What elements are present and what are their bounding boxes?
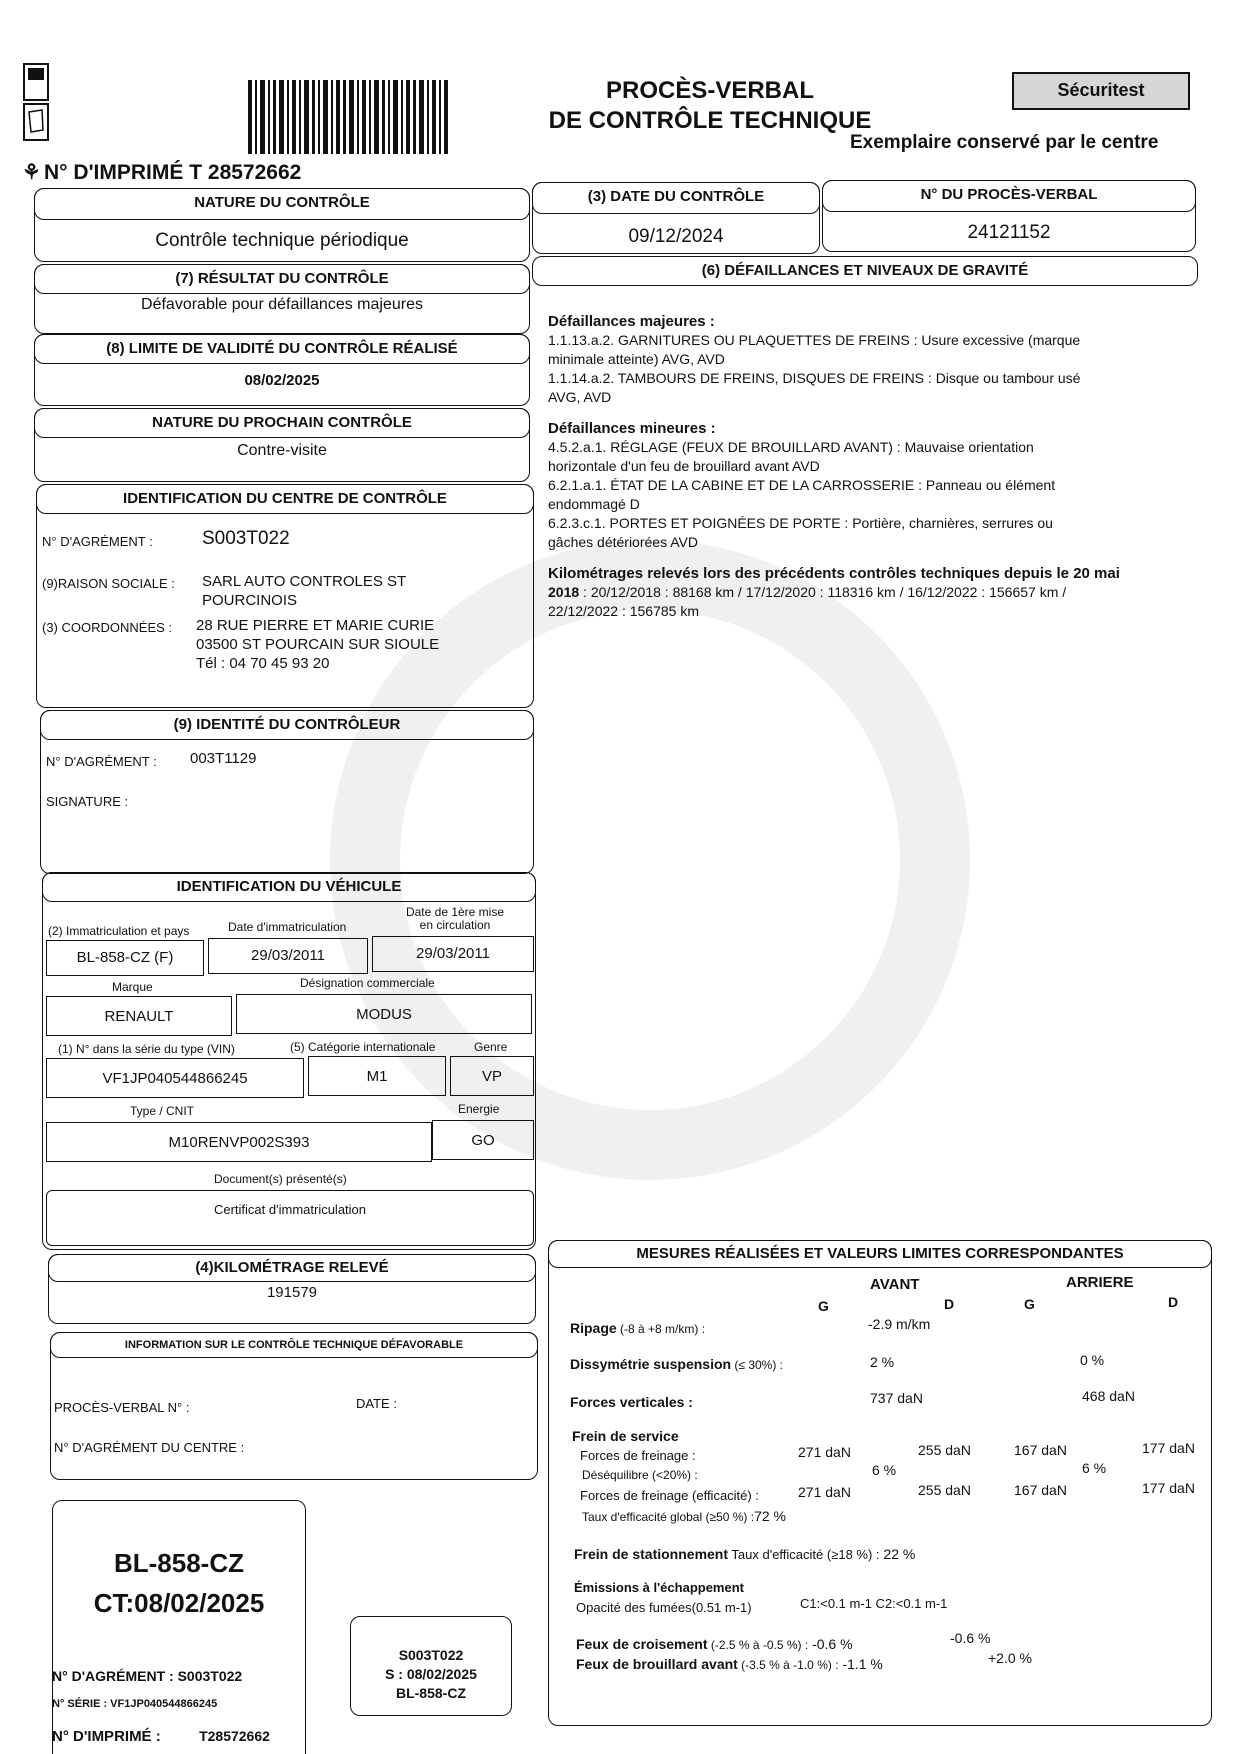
energie-value: GO: [432, 1120, 534, 1160]
pv-header: N° DU PROCÈS-VERBAL: [822, 180, 1196, 212]
page-title: PROCÈS-VERBAL DE CONTRÔLE TECHNIQUE: [548, 77, 872, 134]
pv-value: 24121152: [967, 222, 1051, 243]
col-avd: D: [944, 1296, 955, 1312]
vin-label: (1) N° dans la série du type (VIN): [58, 1042, 235, 1056]
signature-label: SIGNATURE :: [46, 794, 129, 809]
fe-avg: 271 daN: [798, 1484, 851, 1500]
majeure-line: 1.1.14.a.2. TAMBOURS DE FREINS, DISQUES DE FREINS : Disque ou tambour usé: [548, 370, 1081, 386]
info-date-label: DATE :: [356, 1396, 397, 1411]
prochain-header: NATURE DU PROCHAIN CONTRÔLE: [34, 408, 530, 438]
forces-freinage-label: Forces de freinage :: [580, 1448, 696, 1463]
resultat-header: (7) RÉSULTAT DU CONTRÔLE: [34, 264, 530, 294]
dissym-av: 2 %: [870, 1354, 895, 1370]
limite-header: (8) LIMITE DE VALIDITÉ DU CONTRÔLE RÉALISÉ: [34, 334, 530, 364]
designation-label: Désignation commerciale: [300, 976, 435, 990]
doc-logo-icon: [22, 62, 50, 146]
date-value: 09/12/2024: [628, 226, 724, 247]
km-history-line: 2018 : 20/12/2018 : 88168 km / 17/12/2020 : 118316 km / 16/12/2022 : 156657 km /: [548, 584, 1067, 600]
marque-value: RENAULT: [46, 996, 232, 1036]
majeure-line: AVG, AVD: [548, 389, 612, 405]
ff-avg: 271 daN: [798, 1444, 851, 1460]
forces-eff-label: Forces de freinage (efficacité) :: [580, 1488, 759, 1503]
croisement-row: Feux de croisement (-2.5 % à -0.5 %) : -0.6 %: [576, 1636, 853, 1652]
resultat-value: Défavorable pour défaillances majeures: [141, 296, 423, 313]
col-arg: G: [1024, 1296, 1035, 1312]
mineure-line: 4.5.2.a.1. RÉGLAGE (FEUX DE BROUILLARD AVANT) : Mauvaise orientation: [548, 439, 1034, 455]
imprime-number: ⚘ N° D'IMPRIMÉ T 28572662: [22, 161, 302, 184]
type-value: M10RENVP002S393: [46, 1122, 432, 1162]
brouillard-row: Feux de brouillard avant (-3.5 % à -1.0 %) : -1.1 %: [576, 1656, 883, 1672]
opacite-value: C1:<0.1 m-1 C2:<0.1 m-1: [800, 1596, 948, 1611]
stationnement-row: Frein de stationnement Taux d'efficacité (≥18 %) : 22 %: [574, 1546, 916, 1562]
ripage-value: -2.9 m/km: [868, 1316, 931, 1332]
mesures-header: MESURES RÉALISÉES ET VALEURS LIMITES CORRESPONDANTES: [548, 1240, 1212, 1268]
info-pv-label: PROCÈS-VERBAL N° :: [54, 1400, 190, 1415]
brouillard-d: +2.0 %: [988, 1650, 1032, 1666]
ripage-label: Ripage (-8 à +8 m/km) :: [570, 1320, 706, 1336]
centre-agrement-value: S003T022: [202, 528, 290, 549]
centre-header: IDENTIFICATION DU CENTRE DE CONTRÔLE: [36, 484, 534, 514]
defaillances-header: (6) DÉFAILLANCES ET NIVEAUX DE GRAVITÉ: [532, 256, 1198, 286]
type-label: Type / CNIT: [130, 1104, 195, 1118]
nature-header: NATURE DU CONTRÔLE: [34, 188, 530, 220]
vignette-serie: N° SÉRIE : VF1JP040544866245: [52, 1698, 218, 1710]
date-immat-label: Date d'immatriculation: [228, 920, 347, 934]
deseq-av: 6 %: [872, 1462, 897, 1478]
marque-label: Marque: [112, 980, 153, 994]
vignette-imprime: N° D'IMPRIMÉ : T28572662: [52, 1728, 270, 1745]
croisement-d: -0.6 %: [950, 1630, 991, 1646]
mesures-box: [548, 1240, 1212, 1726]
fe-arg: 167 daN: [1014, 1482, 1067, 1498]
genre-label: Genre: [474, 1040, 508, 1054]
vignette-ct: CT:08/02/2025: [93, 1588, 265, 1618]
copy-note: Exemplaire conservé par le centre: [850, 132, 1159, 153]
ff-ard: 177 daN: [1142, 1440, 1195, 1456]
energie-label: Energie: [458, 1102, 500, 1116]
emissions-label: Émissions à l'échappement: [574, 1580, 744, 1595]
majeure-line: minimale atteinte) AVG, AVD: [548, 351, 725, 367]
km-header: (4)KILOMÉTRAGE RELEVÉ: [48, 1254, 536, 1282]
forces-v-label: Forces verticales :: [570, 1394, 693, 1410]
defaillances-content: [548, 312, 1198, 621]
deseq-ar: 6 %: [1082, 1460, 1107, 1476]
doc-mark-icon: ⚘: [22, 161, 41, 184]
km-history-title: Kilométrages relevés lors des précédents contrôles techniques depuis le 20 mai: [548, 565, 1120, 582]
cat-label: (5) Catégorie internationale: [290, 1040, 436, 1054]
avant-heading: AVANT: [870, 1276, 920, 1293]
docs-value: Certificat d'immatriculation: [213, 1202, 367, 1217]
vignette-box: [52, 1500, 306, 1754]
genre-value: VP: [450, 1056, 534, 1096]
cat-value: M1: [308, 1056, 446, 1096]
mineure-line: endommagé D: [548, 496, 640, 512]
centre-coord-label: (3) COORDONNÉES :: [42, 620, 173, 635]
docs-box: [46, 1190, 534, 1246]
mineure-line: 6.2.1.a.1. ÉTAT DE LA CABINE ET DE LA CARROSSERIE : Panneau ou élément: [548, 477, 1056, 493]
taux-row: Taux d'efficacité global (≥50 %) :72 %: [582, 1508, 786, 1524]
frein-service-label: Frein de service: [572, 1428, 679, 1444]
desequilibre-label: Déséquilibre (<20%) :: [582, 1468, 698, 1482]
prochain-value: Contre-visite: [237, 442, 327, 459]
controleur-agrement-value: 003T1129: [190, 750, 257, 767]
fe-ard: 177 daN: [1142, 1480, 1195, 1496]
dissym-ar: 0 %: [1080, 1352, 1105, 1368]
vehicule-header: IDENTIFICATION DU VÉHICULE: [42, 872, 536, 902]
mineures-title: Défaillances mineures :: [548, 420, 716, 437]
immat-value: BL-858-CZ (F): [46, 940, 204, 976]
mineure-line: horizontale d'un feu de brouillard avant AVD: [548, 458, 820, 474]
km-value: 191579: [266, 1284, 318, 1301]
forces-v-av: 737 daN: [870, 1390, 923, 1406]
date-header: (3) DATE DU CONTRÔLE: [532, 182, 820, 214]
brand-box: Sécuritest: [1012, 72, 1190, 110]
date-immat-value: 29/03/2011: [208, 938, 368, 974]
mineure-line: 6.2.3.c.1. PORTES ET POIGNÉES DE PORTE : Portière, charnières, serrures ou: [548, 515, 1053, 531]
opacite-label: Opacité des fumées(0.51 m-1): [576, 1600, 752, 1615]
ff-arg: 167 daN: [1014, 1442, 1067, 1458]
date-mise-label: Date de 1ère mise en circulation: [405, 905, 505, 932]
km-history-line: 22/12/2022 : 156785 km: [548, 603, 700, 619]
forces-v-ar: 468 daN: [1082, 1388, 1135, 1404]
vignette-immat: BL-858-CZ: [113, 1548, 244, 1578]
limite-value: 08/02/2025: [244, 372, 320, 389]
mineure-line: gâches détériorées AVD: [548, 534, 698, 550]
majeures-title: Défaillances majeures :: [548, 313, 715, 330]
barcode: [248, 80, 448, 154]
centre-raison-label: (9)RAISON SOCIALE :: [42, 576, 175, 591]
docs-label: Document(s) présenté(s): [214, 1172, 347, 1186]
col-ard: D: [1168, 1294, 1179, 1310]
nature-value: Contrôle technique périodique: [155, 230, 409, 251]
centre-raison-value: SARL AUTO CONTROLES ST POURCINOIS: [202, 573, 407, 609]
dissym-label: Dissymétrie suspension (≤ 30%) :: [570, 1356, 783, 1372]
vignette-agrement: N° D'AGRÉMENT : S003T022: [52, 1668, 243, 1684]
centre-agrement-label: N° D'AGRÉMENT :: [42, 534, 153, 549]
stamp-text: S003T022 S : 08/02/2025 BL-858-CZ: [385, 1647, 477, 1701]
fe-avd: 255 daN: [918, 1482, 971, 1498]
date-mise-value: 29/03/2011: [372, 936, 534, 972]
vin-value: VF1JP040544866245: [46, 1058, 304, 1098]
controleur-header: (9) IDENTITÉ DU CONTRÔLEUR: [40, 710, 534, 740]
info-agrement-label: N° D'AGRÉMENT DU CENTRE :: [54, 1440, 245, 1455]
centre-address: 28 RUE PIERRE ET MARIE CURIE 03500 ST POURCAIN SUR SIOULE Tél : 04 70 45 93 20: [196, 617, 440, 672]
col-avg: G: [818, 1298, 829, 1314]
controleur-agrement-label: N° D'AGRÉMENT :: [46, 754, 157, 769]
designation-value: MODUS: [236, 994, 532, 1034]
arriere-heading: ARRIERE: [1066, 1274, 1134, 1291]
majeure-line: 1.1.13.a.2. GARNITURES OU PLAQUETTES DE FREINS : Usure excessive (marque: [548, 332, 1081, 348]
info-defav-header: INFORMATION SUR LE CONTRÔLE TECHNIQUE DÉFAVORABLE: [50, 1332, 538, 1358]
immat-label: (2) Immatriculation et pays: [48, 924, 190, 938]
ff-avd: 255 daN: [918, 1442, 971, 1458]
